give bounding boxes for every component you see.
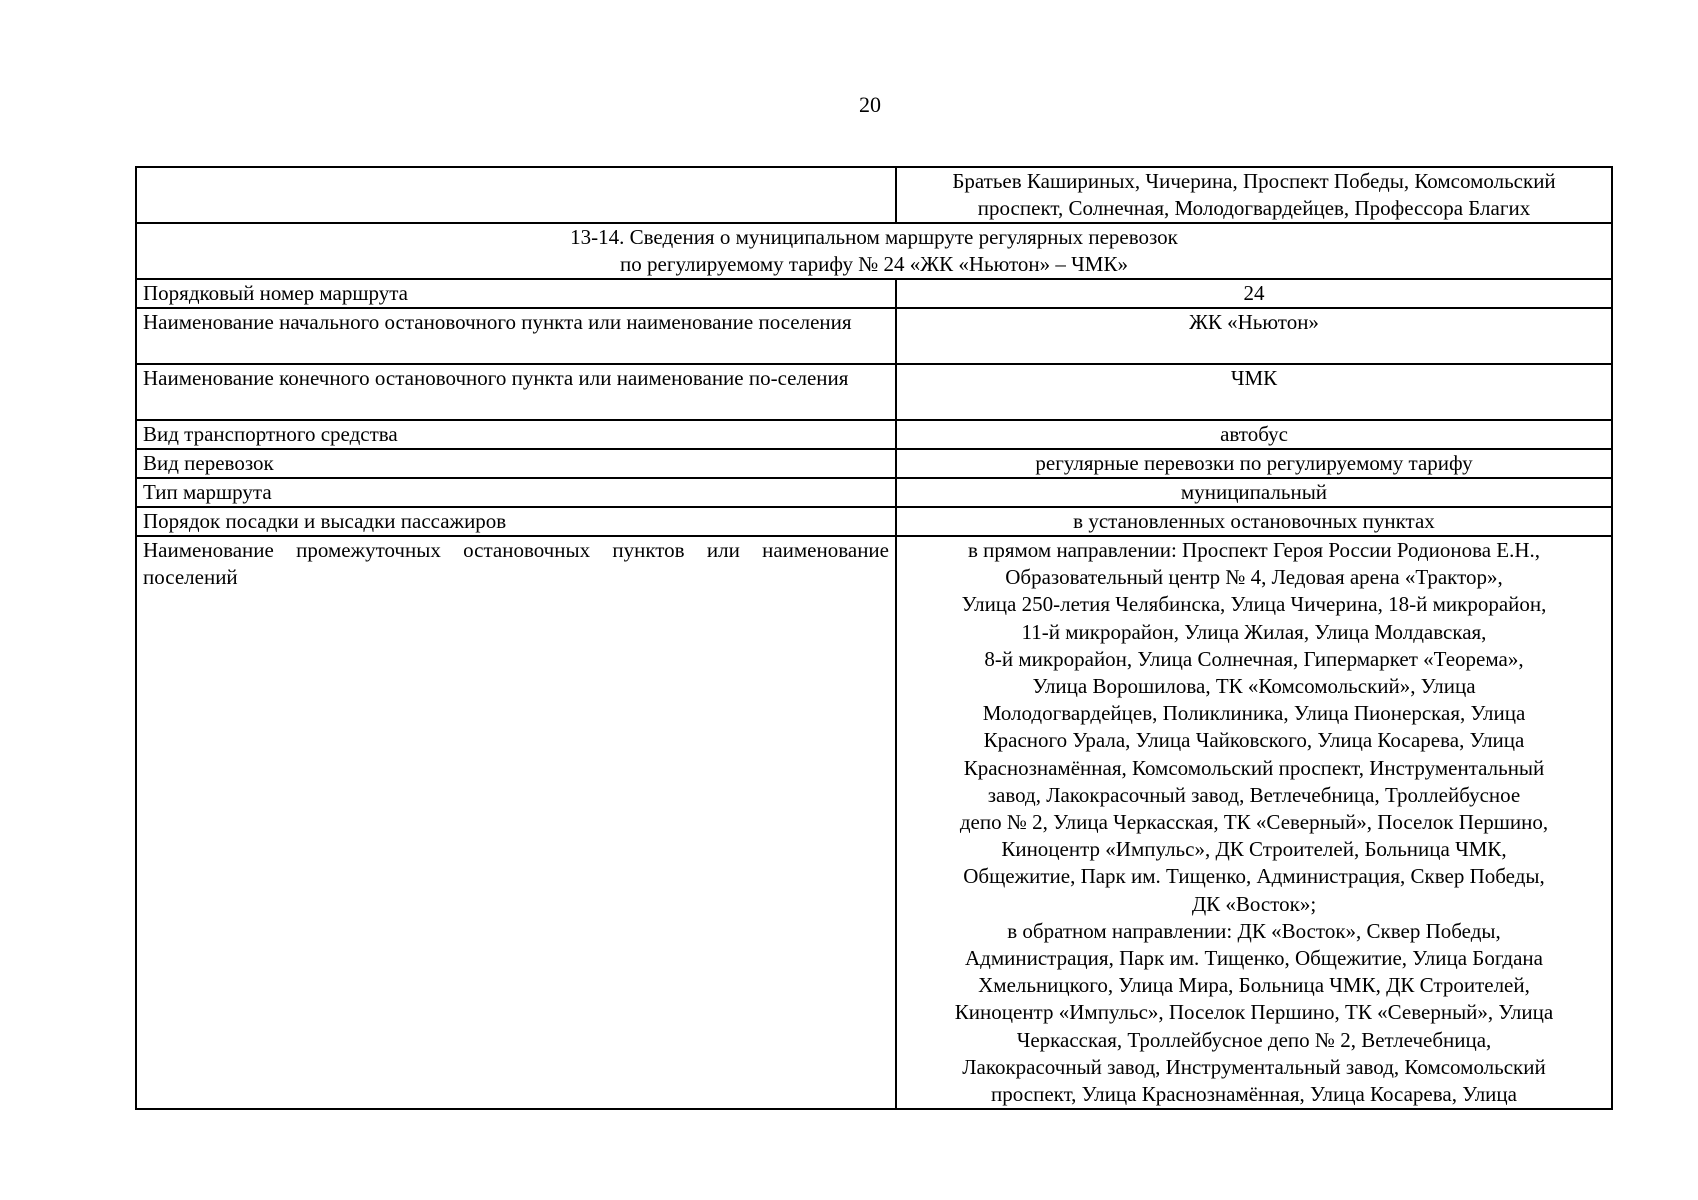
table-row-continuation (136, 167, 1612, 223)
intermediate-stops-line: 11-й микрорайон, Улица Жилая, Улица Молдавская, (1021, 619, 1487, 644)
intermediate-stops-line: Лакокрасочный завод, Инструментальный завод, Комсомольский (962, 1054, 1546, 1079)
intermediate-stops-line: Хмельницкого, Улица Мира, Больница ЧМК, ДК Строителей, (978, 973, 1530, 998)
row-value-end-stop: ЧМК (896, 364, 1612, 420)
intermediate-stops-line: Улица Ворошилова, ТК «Комсомольский», Улица (1032, 674, 1476, 699)
intermediate-stops-line: Красного Урала, Улица Чайковского, Улица Косарева, Улица (983, 728, 1525, 753)
section-header-line: по регулируемому тарифу № 24 «ЖК «Ньютон» – ЧМК» (620, 252, 1128, 276)
table-row (136, 478, 1612, 507)
row-label-transport-kind: Вид перевозок (136, 449, 896, 478)
table-row (136, 279, 1612, 308)
section-header (136, 223, 1612, 279)
table-row-intermediate-stops (136, 536, 1612, 1109)
continuation-stops-cell (896, 167, 1612, 223)
table-row (136, 420, 1612, 449)
intermediate-stops-line: Улица 250-летия Челябинска, Улица Чичерина, 18-й микрорайон, (961, 592, 1547, 617)
row-value-vehicle-type: автобус (896, 420, 1612, 449)
row-label-boarding-order: Порядок посадки и высадки пассажиров (136, 507, 896, 536)
intermediate-stops-line: в прямом направлении: Проспект Героя России Родионова Е.Н., (967, 538, 1541, 562)
row-label-route-type: Тип маршрута (136, 478, 896, 507)
row-label-start-stop: Наименование начального остановочного пункта или наименование поселения (136, 308, 896, 364)
row-label-end-stop: Наименование конечного остановочного пункта или наименование по-селения (136, 364, 896, 420)
row-value-transport-kind: регулярные перевозки по регулируемому тарифу (896, 449, 1612, 478)
row-value-boarding-order: в установленных остановочных пунктах (896, 507, 1612, 536)
intermediate-stops-line: Образовательный центр № 4, Ледовая арена «Трактор», (1005, 565, 1503, 590)
row-value-route-type: муниципальный (896, 478, 1612, 507)
table-row (136, 507, 1612, 536)
table-row (136, 449, 1612, 478)
intermediate-stops-line: Общежитие, Парк им. Тищенко, Администрация, Сквер Победы, (963, 864, 1545, 889)
row-label-route-number: Порядковый номер маршрута (136, 279, 896, 308)
row-label-intermediate-stops: Наименование промежуточных остановочных пунктов или наименование поселений (136, 536, 896, 1109)
page-number: 20 (859, 92, 881, 117)
route-info-table (135, 166, 1613, 1110)
continuation-stops-line: Братьев Кашириных, Чичерина, Проспект Победы, Комсомольский (952, 169, 1556, 193)
continuation-stops-line: проспект, Солнечная, Молодогвардейцев, Профессора Благих (977, 196, 1531, 220)
intermediate-stops-line: 8-й микрорайон, Улица Солнечная, Гипермаркет «Теорема», (984, 646, 1524, 671)
intermediate-stops-line: Администрация, Парк им. Тищенко, Общежитие, Улица Богдана (965, 946, 1543, 971)
table-row (136, 308, 1612, 364)
row-label-vehicle-type: Вид транспортного средства (136, 420, 896, 449)
intermediate-stops-line: Киноцентр «Импульс», ДК Строителей, Больница ЧМК, (1001, 837, 1507, 862)
intermediate-stops-line: проспект, Улица Краснознамённая, Улица Косарева, Улица (991, 1082, 1517, 1107)
table-row (136, 364, 1612, 420)
intermediate-stops-line: Молодогвардейцев, Поликлиника, Улица Пионерская, Улица (982, 701, 1526, 726)
section-header-line: 13-14. Сведения о муниципальном маршруте регулярных перевозок (570, 225, 1178, 249)
intermediate-stops-line: ДК «Восток»; (1191, 891, 1317, 916)
empty-label-cell (136, 167, 896, 223)
intermediate-stops-list (903, 537, 1605, 1108)
intermediate-stops-line: Черкасская, Троллейбусное депо № 2, Ветлечебница, (1016, 1027, 1492, 1052)
intermediate-stops-line: Киноцентр «Импульс», Поселок Першино, ТК «Северный», Улица (954, 1000, 1554, 1025)
intermediate-stops-line: завод, Лакокрасочный завод, Ветлечебница, Троллейбусное (987, 782, 1521, 807)
row-value-intermediate-stops (896, 536, 1612, 1109)
table-row-section-header (136, 223, 1612, 279)
row-value-route-number: 24 (896, 279, 1612, 308)
intermediate-stops-line: в обратном направлении: ДК «Восток», Сквер Победы, (1007, 918, 1501, 943)
intermediate-stops-line: Краснознамённая, Комсомольский проспект, Инструментальный (963, 755, 1545, 780)
intermediate-stops-line: депо № 2, Улица Черкасская, ТК «Северный», Поселок Першино, (959, 810, 1549, 835)
row-value-start-stop: ЖК «Ньютон» (896, 308, 1612, 364)
